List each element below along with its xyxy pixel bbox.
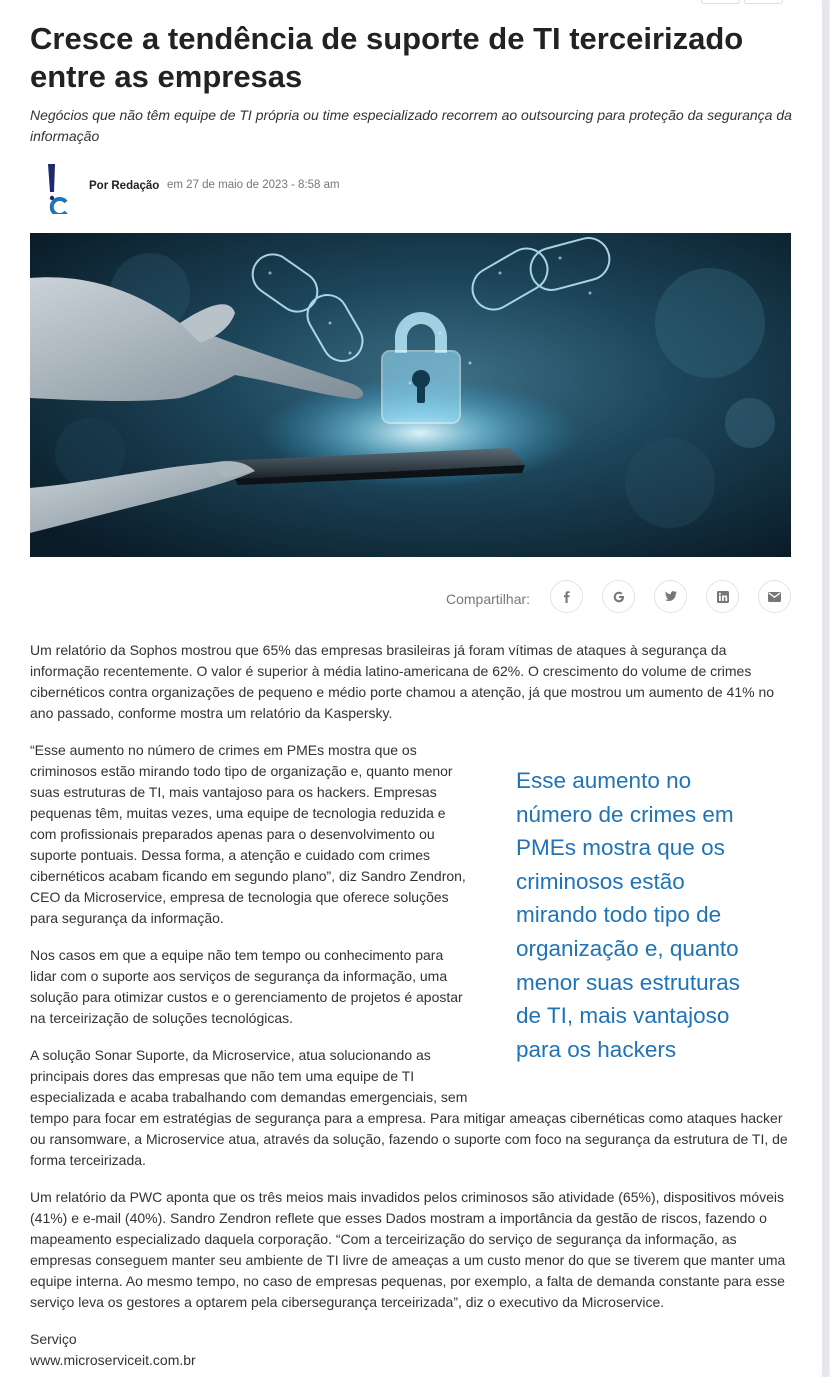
cyber-lock-illustration	[30, 233, 791, 557]
paragraph-rest: tempo para focar em estratégias de segurança para a empresa. Para mitigar ameaças cibernéticas como ataques hacker ou ransomware, a Microservice atua, através da solução, fazendo o suporte com foco na segurança da estrutura de TI, de forma terceirizada.	[30, 1110, 788, 1168]
paragraph-line: A solução Sonar Suporte, da Microservice, atua solucionando as	[30, 1047, 431, 1063]
twitter-icon	[665, 591, 677, 602]
paragraph-quote: “Esse aumento no número de crimes em PMEs mostra que os criminosos estão mirando todo tipo de organização e, quanto menor suas estruturas de TI, mais vantajoso para os hackers. Empresas pequenas têm, muitas vezes, uma equipe de tecnologia reduzida e com profissionais preparados apenas para o desenvolvimento ou suporte pontuais. Dessa forma, a atenção e cuidado com crimes cibernéticos acabam ficando em segundo plano”, diz Sandro Zendron, CEO da Microservice, empresa de tecnologia que oferece soluções para segurança da informação.	[30, 742, 466, 926]
headline: Cresce a tendência de suporte de TI terceirizado entre as empresas	[30, 21, 744, 94]
top-tabs	[701, 0, 783, 4]
facebook-icon	[561, 591, 573, 603]
share-bar	[30, 580, 791, 614]
share-facebook-button[interactable]	[550, 580, 583, 613]
paragraph-pwc-report: Um relatório da PWC aponta que os três meios mais invadidos pelos criminosos são atividade (65%), dispositivos móveis (41%) e e-mail (40%). Sandro Zendron reflete que esses Dados mostram a importância da gestão de riscos, fazendo o mapeamento especializado daquela corporação. “Com a terceirização do serviço de segurança da informação, as empresas conseguem manter seu ambiente de TI livre de ameaças a um custo menor do que se tiverem que manter uma equipe interna. Ao mesmo tempo, no caso de empresas pequenas, por exemplo, a falta de demanda constante para esse serviço leva os gestores a optarem pela cibersegurança terceirizada”, diz o executivo da Microservice.	[30, 1189, 786, 1310]
linkedin-icon	[717, 591, 729, 603]
publish-date: em 27 de maio de 2023 - 8:58 am	[167, 179, 340, 191]
hero-image	[30, 233, 791, 557]
scrollbar-thumb[interactable]	[823, 0, 829, 1377]
service-url-link[interactable]: www.microserviceit.com.br	[30, 1352, 196, 1368]
paragraph-outsourcing: Nos casos em que a equipe não tem tempo ou conhecimento para lidar com o suporte aos serviços de segurança da informação, uma solução para otimizar custos e o gerenciamento de projetos é apostar na terceirização de soluções tecnológicas.	[30, 947, 463, 1026]
publisher-logo[interactable]	[42, 162, 70, 214]
author-link[interactable]: Por Redação	[89, 180, 160, 192]
share-google-button[interactable]	[602, 580, 635, 613]
top-tab[interactable]	[701, 0, 740, 4]
email-icon	[768, 592, 781, 602]
subtitle: Negócios que não têm equipe de TI própria ou time especializado recorrem ao outsourcing para proteção da segurança da informação	[30, 107, 792, 144]
service-block	[30, 1329, 792, 1371]
google-icon	[613, 591, 625, 603]
share-twitter-button[interactable]	[654, 580, 687, 613]
share-linkedin-button[interactable]	[706, 580, 739, 613]
pullquote: Esse aumento no número de crimes em PMEs mostra que os criminosos estão mirando todo tipo de organização e, quanto menor suas estruturas de TI, mais vantajoso para os hackers	[516, 768, 740, 1062]
paragraph-intro: Um relatório da Sophos mostrou que 65% das empresas brasileiras já foram vítimas de ataques à segurança da informação recentemente. O valor é superior à média latino-americana de 62%. O crescimento do volume de crimes cibernéticos contra organizações de pequeno e médio porte chamou a atenção, já que mostrou um aumento de 41% no ano passado, conforme mostra um relatório da Kaspersky.	[30, 642, 775, 721]
top-tab[interactable]	[744, 0, 783, 4]
share-label: Compartilhar:	[446, 591, 531, 607]
share-email-button[interactable]	[758, 580, 791, 613]
paragraph-line: principais dores das empresas que não tem uma equipe de TI	[30, 1068, 415, 1084]
service-label: Serviço	[30, 1331, 77, 1347]
paragraph-line: especializada e acaba trabalhando com demandas emergenciais, sem	[30, 1089, 468, 1105]
byline	[30, 160, 792, 216]
